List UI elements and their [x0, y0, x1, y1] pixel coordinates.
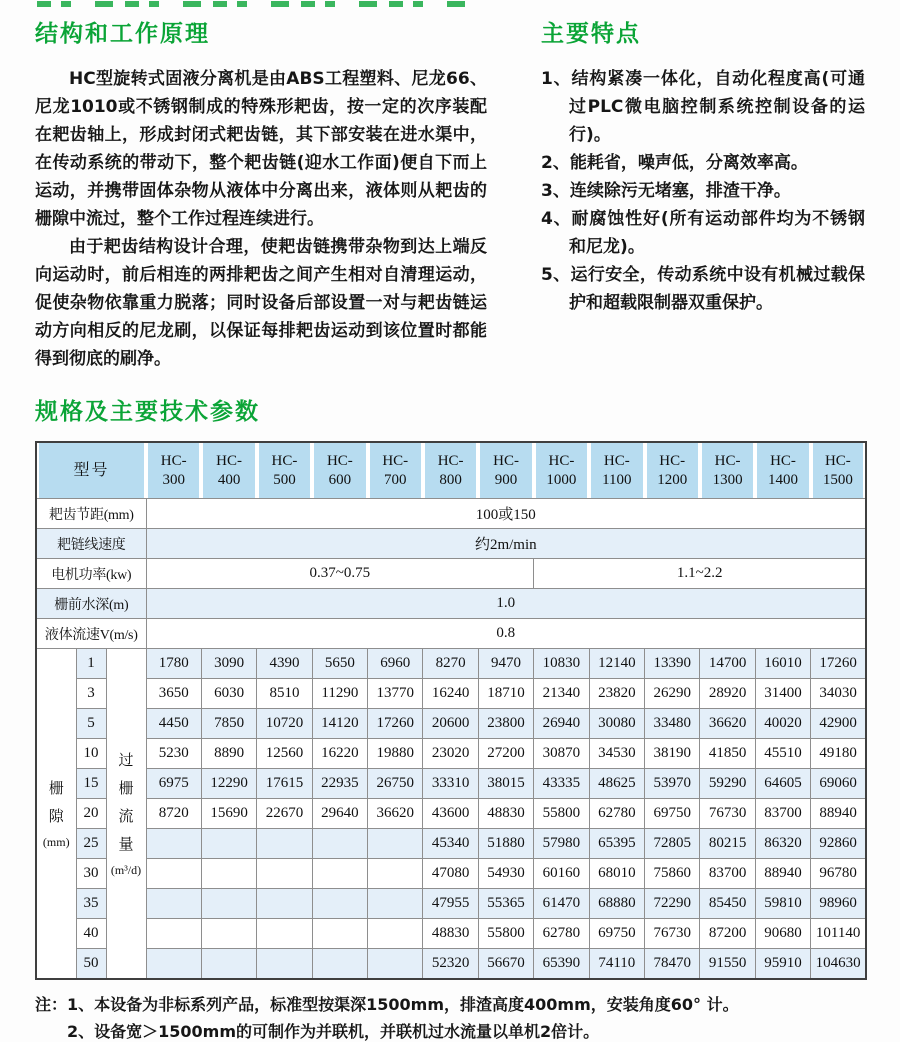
model-prefix: HC- — [382, 452, 409, 469]
flow-value: 33480 — [645, 709, 700, 739]
model-header — [370, 443, 421, 498]
model-header-cell — [755, 442, 810, 499]
flow-value: 86320 — [755, 829, 810, 859]
model-number: 1400 — [767, 471, 798, 488]
flow-row — [36, 649, 866, 679]
note-line-2 — [35, 1018, 865, 1042]
spec-table — [35, 441, 867, 980]
flow-value: 10720 — [257, 709, 312, 739]
model-number: 1100 — [602, 471, 632, 488]
flow-value: 45510 — [755, 739, 810, 769]
param-row — [36, 619, 866, 649]
flow-value: 22670 — [257, 799, 312, 829]
flow-value: 16240 — [423, 679, 478, 709]
model-prefix: HC- — [326, 452, 353, 469]
flow-value: 55800 — [534, 799, 589, 829]
flow-value — [312, 829, 367, 859]
param-label: 电机功率(kw) — [36, 559, 146, 589]
flow-value: 98960 — [811, 889, 866, 919]
model-number: 900 — [494, 471, 518, 488]
flow-value: 30870 — [534, 739, 589, 769]
flow-value: 75860 — [645, 859, 700, 889]
model-prefix: HC- — [437, 452, 464, 469]
flow-value: 18710 — [478, 679, 533, 709]
flow-value — [368, 859, 423, 889]
flow-value: 21340 — [534, 679, 589, 709]
model-number: 1500 — [822, 471, 853, 488]
flow-value: 13390 — [645, 649, 700, 679]
flow-label-line: 流 — [118, 808, 134, 825]
flow-value: 49180 — [811, 739, 866, 769]
param-value: 0.8 — [146, 619, 866, 649]
flow-value: 55800 — [478, 919, 533, 949]
flow-row — [36, 859, 866, 889]
flow-value: 48830 — [423, 919, 478, 949]
flow-value: 78470 — [645, 949, 700, 980]
flow-row — [36, 889, 866, 919]
flow-value: 7850 — [201, 709, 256, 739]
flow-value — [201, 859, 256, 889]
flow-label-line: 过 — [118, 752, 134, 769]
flow-value: 22935 — [312, 769, 367, 799]
gap-value: 3 — [76, 679, 106, 709]
note-line-1 — [35, 991, 865, 1018]
flow-value: 92860 — [811, 829, 866, 859]
model-prefix: HC- — [770, 452, 796, 469]
flow-value — [368, 919, 423, 949]
flow-value: 41850 — [700, 739, 755, 769]
gap-value: 20 — [76, 799, 106, 829]
model-prefix: HC- — [493, 452, 519, 469]
flow-value: 104630 — [811, 949, 866, 980]
param-label: 液体流速V(m/s) — [36, 619, 146, 649]
gap-value: 30 — [76, 859, 106, 889]
flow-value — [312, 859, 367, 889]
flow-value: 83700 — [700, 859, 755, 889]
flow-value: 31400 — [755, 679, 810, 709]
flow-value — [146, 889, 201, 919]
flow-vertical-label — [106, 649, 146, 980]
flow-value: 53970 — [645, 769, 700, 799]
model-number: 1300 — [712, 471, 743, 488]
flow-value: 33310 — [423, 769, 478, 799]
flow-value: 57980 — [534, 829, 589, 859]
note-prefix: 注： — [35, 995, 68, 1014]
flow-value: 17260 — [811, 649, 866, 679]
grid-gap-vertical-label — [36, 649, 76, 980]
flow-value — [146, 949, 201, 980]
flow-value: 96780 — [811, 859, 866, 889]
flow-value: 4450 — [146, 709, 201, 739]
flow-value: 80215 — [700, 829, 755, 859]
feature-item: 1、结构紧凑一体化，自动化程度高(可通过PLC微电脑控制系统控制设备的运行)。 — [541, 69, 865, 145]
feature-item: 2、能耗省，噪声低，分离效率高。 — [541, 153, 808, 173]
flow-row — [36, 769, 866, 799]
model-header — [647, 443, 698, 498]
flow-value: 42900 — [811, 709, 866, 739]
flow-value: 20600 — [423, 709, 478, 739]
model-header-cell — [312, 442, 367, 499]
flow-value: 8270 — [423, 649, 478, 679]
model-header-cell — [700, 442, 755, 499]
model-number: 1200 — [657, 471, 688, 488]
param-label: 耙链线速度 — [36, 529, 146, 559]
flow-value: 54930 — [478, 859, 533, 889]
flow-value: 15690 — [201, 799, 256, 829]
flow-value: 3090 — [201, 649, 256, 679]
spec-section-title: 规格及主要技术参数 — [35, 399, 260, 425]
flow-value: 6960 — [368, 649, 423, 679]
flow-value: 43600 — [423, 799, 478, 829]
gap-value: 15 — [76, 769, 106, 799]
model-header — [480, 443, 531, 498]
flow-value: 40020 — [755, 709, 810, 739]
structure-paragraphs — [35, 65, 487, 373]
flow-value: 87200 — [700, 919, 755, 949]
flow-value: 56670 — [478, 949, 533, 980]
model-header-cell — [811, 442, 866, 499]
flow-value: 83700 — [755, 799, 810, 829]
features-list — [541, 65, 865, 317]
model-header — [203, 443, 254, 498]
flow-value: 36620 — [368, 799, 423, 829]
main-features-title: 主要特点 — [541, 21, 641, 47]
flow-value: 26750 — [368, 769, 423, 799]
flow-value — [312, 919, 367, 949]
flow-value: 74110 — [589, 949, 644, 980]
flow-value — [257, 919, 312, 949]
model-number: 1000 — [546, 471, 577, 488]
grid-gap-label-line: 隙 — [48, 808, 64, 825]
flow-value: 88940 — [811, 799, 866, 829]
model-number: 600 — [328, 471, 352, 488]
param-row — [36, 559, 866, 589]
flow-value: 23020 — [423, 739, 478, 769]
flow-value: 5650 — [312, 649, 367, 679]
flow-value: 12290 — [201, 769, 256, 799]
model-header — [591, 443, 642, 498]
flow-row — [36, 949, 866, 980]
flow-value: 11290 — [312, 679, 367, 709]
flow-value: 27200 — [478, 739, 533, 769]
model-prefix: HC- — [271, 452, 298, 469]
flow-label-line: (m³/d) — [110, 862, 142, 877]
flow-value: 62780 — [534, 919, 589, 949]
flow-value: 29640 — [312, 799, 367, 829]
model-header-cell — [146, 442, 201, 499]
model-prefix: HC- — [216, 452, 242, 469]
flow-value: 36620 — [700, 709, 755, 739]
flow-value: 47955 — [423, 889, 478, 919]
model-prefix: HC- — [714, 452, 741, 469]
flow-value: 34030 — [811, 679, 866, 709]
flow-value: 65395 — [589, 829, 644, 859]
flow-value: 48625 — [589, 769, 644, 799]
flow-value — [201, 919, 256, 949]
grid-gap-label-line: (mm) — [42, 834, 70, 849]
flow-value: 47080 — [423, 859, 478, 889]
flow-value: 68880 — [589, 889, 644, 919]
flow-row — [36, 679, 866, 709]
flow-value — [146, 919, 201, 949]
flow-value — [257, 859, 312, 889]
flow-value — [368, 949, 423, 980]
flow-value: 28920 — [700, 679, 755, 709]
flow-value: 48830 — [478, 799, 533, 829]
model-header-cell — [423, 442, 478, 499]
model-number: 700 — [384, 471, 407, 488]
section-main-features — [541, 21, 865, 373]
flow-value — [257, 949, 312, 980]
flow-value: 69060 — [811, 769, 866, 799]
flow-value: 8720 — [146, 799, 201, 829]
flow-value: 59810 — [755, 889, 810, 919]
feature-item: 4、耐腐蚀性好(所有运动部件均为不锈钢和尼龙)。 — [541, 209, 865, 257]
gap-value: 50 — [76, 949, 106, 980]
flow-value: 8510 — [257, 679, 312, 709]
gap-value: 10 — [76, 739, 106, 769]
flow-value: 76730 — [645, 919, 700, 949]
body-paragraph: 由于耙齿结构设计合理，使耙齿链携带杂物到达上端反向运动时，前后相连的两排耙齿之间产生相对自清理运动，促使杂物依靠重力脱落；同时设备后部设置一对与耙齿链运动方向相反的尼龙刷，以保证每排耙齿运动到该位置时都能得到彻底的刷净。 — [35, 237, 487, 369]
flow-value — [201, 949, 256, 980]
model-header — [425, 443, 476, 498]
param-value: 100或150 — [146, 499, 866, 529]
model-header — [148, 443, 199, 498]
flow-value: 34530 — [589, 739, 644, 769]
flow-value: 16220 — [312, 739, 367, 769]
flow-value: 30080 — [589, 709, 644, 739]
model-header-cell — [589, 442, 644, 499]
flow-value: 72805 — [645, 829, 700, 859]
flow-value — [312, 949, 367, 980]
flow-row — [36, 799, 866, 829]
model-prefix: HC- — [603, 452, 630, 469]
flow-value: 19880 — [368, 739, 423, 769]
flow-value: 14120 — [312, 709, 367, 739]
flow-value — [201, 889, 256, 919]
gap-value: 25 — [76, 829, 106, 859]
flow-value: 9470 — [478, 649, 533, 679]
param-value: 1.0 — [146, 589, 866, 619]
model-header-cell — [478, 442, 533, 499]
flow-value: 65390 — [534, 949, 589, 980]
table-header-row — [36, 442, 866, 499]
note-item: 2、设备宽＞1500mm的可制作为并联机，并联机过水流量以单机2倍计。 — [67, 1022, 600, 1041]
flow-value — [201, 829, 256, 859]
flow-value: 38190 — [645, 739, 700, 769]
gap-value: 35 — [76, 889, 106, 919]
flow-value: 76730 — [700, 799, 755, 829]
flow-value: 1780 — [146, 649, 201, 679]
param-label: 耙齿节距(mm) — [36, 499, 146, 529]
flow-value: 16010 — [755, 649, 810, 679]
param-row — [36, 499, 866, 529]
flow-row — [36, 739, 866, 769]
model-header — [259, 443, 310, 498]
gap-value: 5 — [76, 709, 106, 739]
grid-gap-label-line: 栅 — [48, 780, 64, 797]
gap-value: 1 — [76, 649, 106, 679]
flow-value: 95910 — [755, 949, 810, 980]
flow-label-stack — [107, 747, 146, 881]
flow-value: 69750 — [645, 799, 700, 829]
flow-value — [257, 889, 312, 919]
flow-value — [368, 829, 423, 859]
flow-value: 10830 — [534, 649, 589, 679]
flow-value: 13770 — [368, 679, 423, 709]
section-structure-principle — [35, 21, 487, 373]
model-label-cell — [36, 442, 146, 499]
flow-value: 51880 — [478, 829, 533, 859]
flow-row — [36, 709, 866, 739]
param-value: 1.1~2.2 — [534, 559, 866, 589]
flow-value: 12560 — [257, 739, 312, 769]
gap-value: 40 — [76, 919, 106, 949]
flow-value — [312, 889, 367, 919]
param-row — [36, 529, 866, 559]
flow-value: 90680 — [755, 919, 810, 949]
flow-value: 43335 — [534, 769, 589, 799]
flow-value: 17615 — [257, 769, 312, 799]
flow-value: 68010 — [589, 859, 644, 889]
model-header-cell — [368, 442, 423, 499]
flow-value: 26940 — [534, 709, 589, 739]
flow-value: 26290 — [645, 679, 700, 709]
flow-value: 4390 — [257, 649, 312, 679]
model-number: 300 — [162, 471, 185, 488]
model-header-cell — [201, 442, 256, 499]
model-label: 型号 — [39, 443, 144, 498]
table-notes — [35, 991, 865, 1042]
clipped-previous-heading — [37, 1, 475, 7]
flow-value — [368, 889, 423, 919]
flow-value: 5230 — [146, 739, 201, 769]
flow-value — [146, 859, 201, 889]
model-header-cell — [534, 442, 589, 499]
param-value: 0.37~0.75 — [146, 559, 534, 589]
param-label: 栅前水深(m) — [36, 589, 146, 619]
structure-principle-title: 结构和工作原理 — [35, 21, 210, 47]
body-paragraph: HC型旋转式固液分离机是由ABS工程塑料、尼龙66、尼龙1010或不锈钢制成的特殊形耙齿，按一定的次序装配在耙齿轴上，形成封闭式耙齿链，其下部安装在进水渠中，在传动系统的带动下，整个耙齿链(迎水工作面)便自下而上运动，并携带固体杂物从液体中分离出来，液体则从耙齿的栅隙中流过，整个工作过程连续进行。 — [35, 69, 487, 229]
flow-value: 45340 — [423, 829, 478, 859]
model-header — [757, 443, 808, 498]
grid-gap-label-stack — [37, 775, 76, 853]
flow-value: 52320 — [423, 949, 478, 980]
model-prefix: HC- — [548, 452, 575, 469]
flow-value: 101140 — [811, 919, 866, 949]
flow-value: 91550 — [700, 949, 755, 980]
flow-value: 17260 — [368, 709, 423, 739]
flow-value: 38015 — [478, 769, 533, 799]
model-prefix: HC- — [659, 452, 686, 469]
flow-value: 8890 — [201, 739, 256, 769]
param-value: 约2m/min — [146, 529, 866, 559]
flow-value: 12140 — [589, 649, 644, 679]
flow-row — [36, 829, 866, 859]
flow-value: 6030 — [201, 679, 256, 709]
flow-value: 23800 — [478, 709, 533, 739]
feature-item: 5、运行安全，传动系统中设有机械过载保护和超载限制器双重保护。 — [541, 265, 865, 313]
note-item: 1、本设备为非标系列产品，标准型按渠深1500mm，排渣高度400mm，安装角度60° 计。 — [67, 995, 739, 1014]
flow-label-line: 量 — [118, 836, 134, 853]
flow-value — [146, 829, 201, 859]
flow-value: 59290 — [700, 769, 755, 799]
model-number: 500 — [273, 471, 296, 488]
flow-value: 23820 — [589, 679, 644, 709]
model-header — [314, 443, 365, 498]
top-two-column-area — [35, 21, 865, 373]
flow-value: 14700 — [700, 649, 755, 679]
feature-item: 3、连续除污无堵塞，排渣干净。 — [541, 181, 791, 201]
model-prefix: HC- — [160, 452, 187, 469]
flow-value: 69750 — [589, 919, 644, 949]
model-number: 400 — [217, 471, 241, 488]
model-header — [536, 443, 587, 498]
model-header-cell — [645, 442, 700, 499]
flow-row — [36, 919, 866, 949]
flow-value: 62780 — [589, 799, 644, 829]
model-header — [813, 443, 863, 498]
param-row — [36, 589, 866, 619]
model-prefix: HC- — [824, 452, 851, 469]
flow-value: 55365 — [478, 889, 533, 919]
flow-value: 61470 — [534, 889, 589, 919]
model-header-cell — [257, 442, 312, 499]
model-number: 800 — [439, 471, 462, 488]
model-header — [702, 443, 753, 498]
flow-value: 64605 — [755, 769, 810, 799]
flow-value: 72290 — [645, 889, 700, 919]
flow-value: 88940 — [755, 859, 810, 889]
flow-value — [257, 829, 312, 859]
flow-value: 60160 — [534, 859, 589, 889]
flow-value: 6975 — [146, 769, 201, 799]
flow-value: 85450 — [700, 889, 755, 919]
flow-value: 3650 — [146, 679, 201, 709]
flow-label-line: 栅 — [118, 780, 134, 797]
